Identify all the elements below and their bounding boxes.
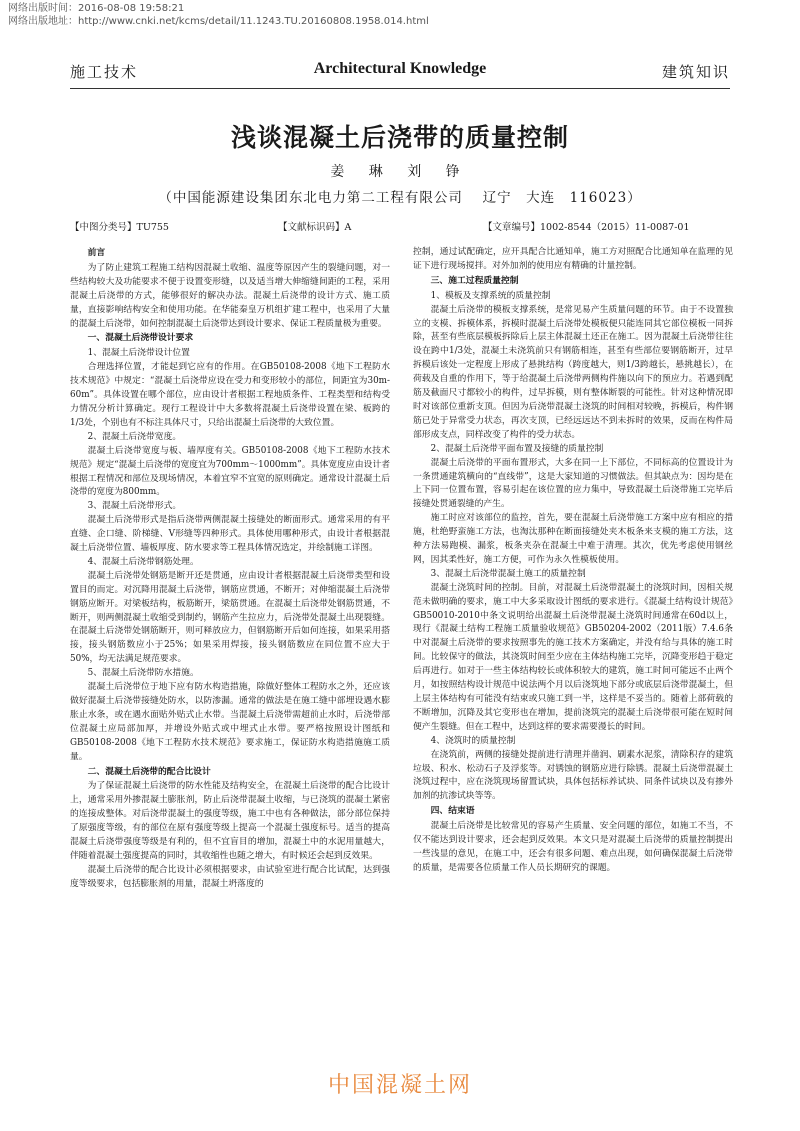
running-header (70, 58, 730, 84)
site-watermark: 中国混凝土网 (327, 1073, 472, 1098)
body-paragraph: 混凝土后浇带的配合比设计必须根据要求，由试验室进行配合比试配，达到强度等级要求，包括膨胀剂的用量，混凝土坍落度的 (70, 864, 390, 889)
body-paragraph: 施工时应对该部位的监控，首先，要在混凝土后浇带施工方案中应有相应的措施，杜绝野蛮施工方法，也淘汰那种在断面接缝处夹木板条来支模的施工方法，这种方法易跑模、漏浆，板条夹杂在混凝土中难于清理。其次，优先考虑使用钢丝网，因其柔性好，施工方便，可作为永久性模板使用。 (413, 513, 733, 565)
article-number: 【文章编号】1002-8544（2015）11-0087-01 (483, 222, 690, 233)
body-paragraph: 混凝土后浇带位于地下应有防水构造措施，除做好整体工程防水之外，还应该做好混凝土后浇带接缝处防水，以防渗漏。通常的做法是在施工缝中部埋设遇水膨胀止水条，或在遇水面贴外贴式止水带。当混凝土后浇带需超前止水时，后浇带部位混凝土应局部加厚，并增设外贴式或中埋式止水带。要严格按照设计图纸和GB50108-2008《地下工程防水技术规范》要求施工，保证防水构造措施施工质量。 (70, 682, 390, 762)
section-heading: 二、混凝土后浇带的配合比设计 (87, 766, 211, 777)
subsection-heading: 3、混凝土后浇带形式。 (87, 501, 182, 512)
body-paragraph: 混凝土浇筑时间的控制。目前，对混凝土后浇带混凝土的浇筑时间，因相关规范未做明确的要求，施工中大多采取设计图纸的要求进行。《混凝土结构设计规范》GB50010-2010中条文说明给出混凝土后浇带混凝土浇筑时间通常在60d以上，现行《混凝土结构工程施工质量验收规范》GB50204-2002（2011版）7.4.6条中对混凝土后浇带的要求按照事先的施工技术方案确定，并没有给与具体的施工时间。比较保守的做法，其浇筑时间至少应在主体结构施工完毕，沉降变形趋于稳定后再进行。如对于一些主体结构较长或体积较大的建筑，施工时间可能远不止两个月，如按照结构设计规范中说法两个月以后浇筑地下部分或底层后浇带混凝土，但上层主体结构有可能没有结束或只施工到一半，这样是不妥当的。随着上部荷载的不断增加，沉降及其它变形也在增加，提前浇筑完的混凝土后浇带很可能在短时间便产生裂缝。但在工程中，达到这样的要求需要漫长的时间。 (413, 582, 733, 732)
body-paragraph: 在浇筑前，两侧的接缝处提前进行清理并凿润、刷素水泥浆，清除积存的建筑垃圾、积水、松动石子及浮浆等。对锈蚀的钢筋应进行除锈。混凝土后浇带混凝土浇筑过程中，应在浇筑现场留置试块，具体包括标养试块、同条件试块以及有掺外加剂的抗渗试块等等。 (413, 749, 733, 802)
document-code: 【文献标识码】A (278, 222, 352, 233)
clc-number: 【中图分类号】TU755 (70, 222, 169, 233)
section-heading: 三、施工过程质量控制 (430, 275, 519, 286)
article-authors: 姜 琳 刘 铮 (330, 164, 470, 180)
subsection-heading: 3、混凝土后浇带混凝土施工的质量控制 (430, 568, 586, 579)
publish-time: 网络出版时间：2016-08-08 19:58:21 (8, 3, 185, 14)
subsection-heading: 1、混凝土后浇带设计位置 (87, 348, 190, 359)
header-rule (70, 88, 730, 89)
right-text-column (413, 246, 733, 876)
subsection-heading: 1、模板及支撑系统的质量控制 (430, 290, 551, 301)
publish-url[interactable]: 网络出版地址：http://www.cnki.net/kcms/detail/11.1243.TU.20160808.1958.014.html (8, 16, 429, 27)
body-paragraph: 合理选择位置，才能起到它应有的作用。在GB50108-2008《地下工程防水技术规范》中规定：“混凝土后浇带应设在受力和变形较小的部位，间距宜为30m-60m”。具体设置在哪个部位，应由设计者根据工程地质条件、工程类型和结构受力情况分析计算确定。现行工程设计中大多数将混凝土后浇带设置在梁、板跨的1/3处，个别也有不标注具体尺寸，只给出混凝土后浇带的大致位置。 (70, 362, 390, 428)
left-text-column (70, 246, 390, 892)
body-paragraph: 混凝土后浇带处钢筋是断开还是贯通，应由设计者根据混凝土后浇带类型和设置目的而定。对沉降用混凝土后浇带，钢筋应贯通，不断开；对伸缩混凝土后浇带钢筋应断开。对梁板结构，板筋断开，梁筋贯通。在混凝土后浇带处钢筋贯通，不断开，则两侧混凝土收缩受到制约，钢筋产生拉应力，后浇带处混凝土出现裂缝。在混凝土后浇带处钢筋断开，则可释放应力，但钢筋断开后如何连接，如果采用搭接，接头钢筋数应小于25%；如果采用焊接，接头钢筋数应在同位置不应大于50%，均无法满足规范要求。 (70, 570, 390, 665)
header-column-label: 施工技术 (70, 63, 139, 81)
subsection-heading: 4、浇筑时的质量控制 (430, 735, 516, 746)
subsection-heading: 2、混凝土后浇带宽度。 (87, 431, 182, 442)
body-paragraph: 混凝土后浇带形式是指后浇带两侧混凝土接缝处的断面形式。通常采用的有平直缝、企口缝、阶梯缝、V形缝等四种形式。具体使用哪种形式，由设计者根据混凝土后浇带位置、墙板厚度、防水要求等工程具体情况选定，并绘制施工详图。 (70, 515, 390, 554)
article-meta (70, 219, 730, 233)
body-paragraph: 混凝土后浇带是比较常见的容易产生质量、安全问题的部位，如施工不当，不仅不能达到设计要求，还会起到反效果。本文只是对混凝土后浇带的质量控制提出一些浅显的意见，在施工中，还会有很多问题、难点出现，如何确保混凝土后浇带的质量，是需要各位质量工作人员长期研究的课题。 (413, 821, 733, 873)
subsection-heading: 4、混凝土后浇带钢筋处理。 (87, 556, 199, 567)
section-heading: 一、混凝土后浇带设计要求 (87, 333, 194, 344)
section-heading: 四、结束语 (430, 806, 475, 817)
publication-info (8, 2, 429, 28)
subsection-heading: 2、混凝土后浇带平面布置及接缝的质量控制 (430, 443, 604, 454)
author-affiliation: （中国能源建设集团东北电力第二工程有限公司 辽宁 大连 116023） (158, 190, 642, 206)
body-paragraph: 混凝土后浇带宽度与板、墙厚度有关。GB50108-2008《地下工程防水技术规范》规定“混凝土后浇带的宽度宜为700mm～1000mm”。具体宽度应由设计者根据工程情况和部位及现场情况，本着宜窄不宜宽的原则确定。通常设计混凝土后浇带的宽度为800mm。 (70, 445, 390, 498)
header-journal-name: Architectural Knowledge (313, 60, 487, 77)
body-paragraph: 混凝土后浇带的平面布置形式，大多在同一上下部位，不同标高的位置设计为一条贯通建筑横向的“直线带”，这是大家知道的习惯做法。但其缺点为：因均是在上下同一位置布置，容易引起在该位置的应力集中，导致混凝土后浇带施工完毕后接缝处贯通裂缝的产生。 (413, 457, 733, 510)
body-paragraph: 为了保证混凝土后浇带的防水性能及结构安全，在混凝土后浇带的配合比设计上，通常采用外掺混凝土膨胀剂，防止后浇带混凝土收缩，与已浇筑的混凝土紧密的连接成整体。对后浇带混凝土的强度等级，施工中也有各种做法，部分部位保持了原强度等级，有的部位在原有强度等级上提高一个混凝土强度标号。适当的提高混凝土后浇带强度等级是有利的，但不宜盲目的增加，混凝土中的水泥用量越大，伴随着混凝土强度提高的同时，其收缩性也随之增大，有时候还会起到反效果。 (70, 781, 390, 861)
article-title: 浅谈混凝土后浇带的质量控制 (230, 123, 569, 152)
body-paragraph: 混凝土后浇带的模板支撑系统，是常见易产生质量问题的环节。由于不设置独立的支模、拆模体系，拆模时混凝土后浇带处模板便只能连同其它部位模板一同拆除，甚至有些底层模板拆除后上层主体混凝土还正在施工。因为混凝土后浇带往往设在跨中1/3处，混凝土未浇筑前只有钢筋相连，甚至有些部位要钢筋断开，过早拆模后该处一定程度上形成了悬挑结构（跨度越大，则1/3跨越长，悬挑越长），在荷载及自重的作用下，等于给混凝土后浇带两侧构件施以向下的预应力。若遇到配筋及截面尺寸都较小的构件，过早拆模，则有整体断裂的可能性。针对这种情况即时对该部位重新支顶。但因为后浇带混凝土浇筑的时间相对较晚，拆模后，构件钢筋已处于异常受力状态，再次支顶，已经远远达不到未拆时的效果，反而在构件局部形成支点，同样改变了构件的受力状态。 (413, 304, 733, 440)
section-heading: 前言 (87, 248, 106, 258)
body-paragraph: 控制，通过试配确定，应开具配合比通知单，施工方对照配合比通知单在监理的见证下进行现场搅拌。对外加剂的使用应有精确的计量控制。 (413, 247, 733, 271)
body-paragraph: 为了防止建筑工程施工结构因混凝土收缩、温度等原因产生的裂缝问题，对一些结构较大及功能要求不便于设置变形缝，以及适当增大伸缩缝间距的工程，采用混凝土后浇带的方式，能够很好的解决办法。混凝土后浇带的设计方式、施工质量，直接影响结构安全和使用功能。在华能秦皇万机组扩建工程中，也采用了大量的混凝土后浇带，如何控制混凝土后浇带达到设计要求、保证工程质量极为重要。 (70, 262, 390, 329)
subsection-heading: 5、混凝土后浇带防水措施。 (87, 668, 199, 679)
header-section-label: 建筑知识 (661, 63, 730, 81)
